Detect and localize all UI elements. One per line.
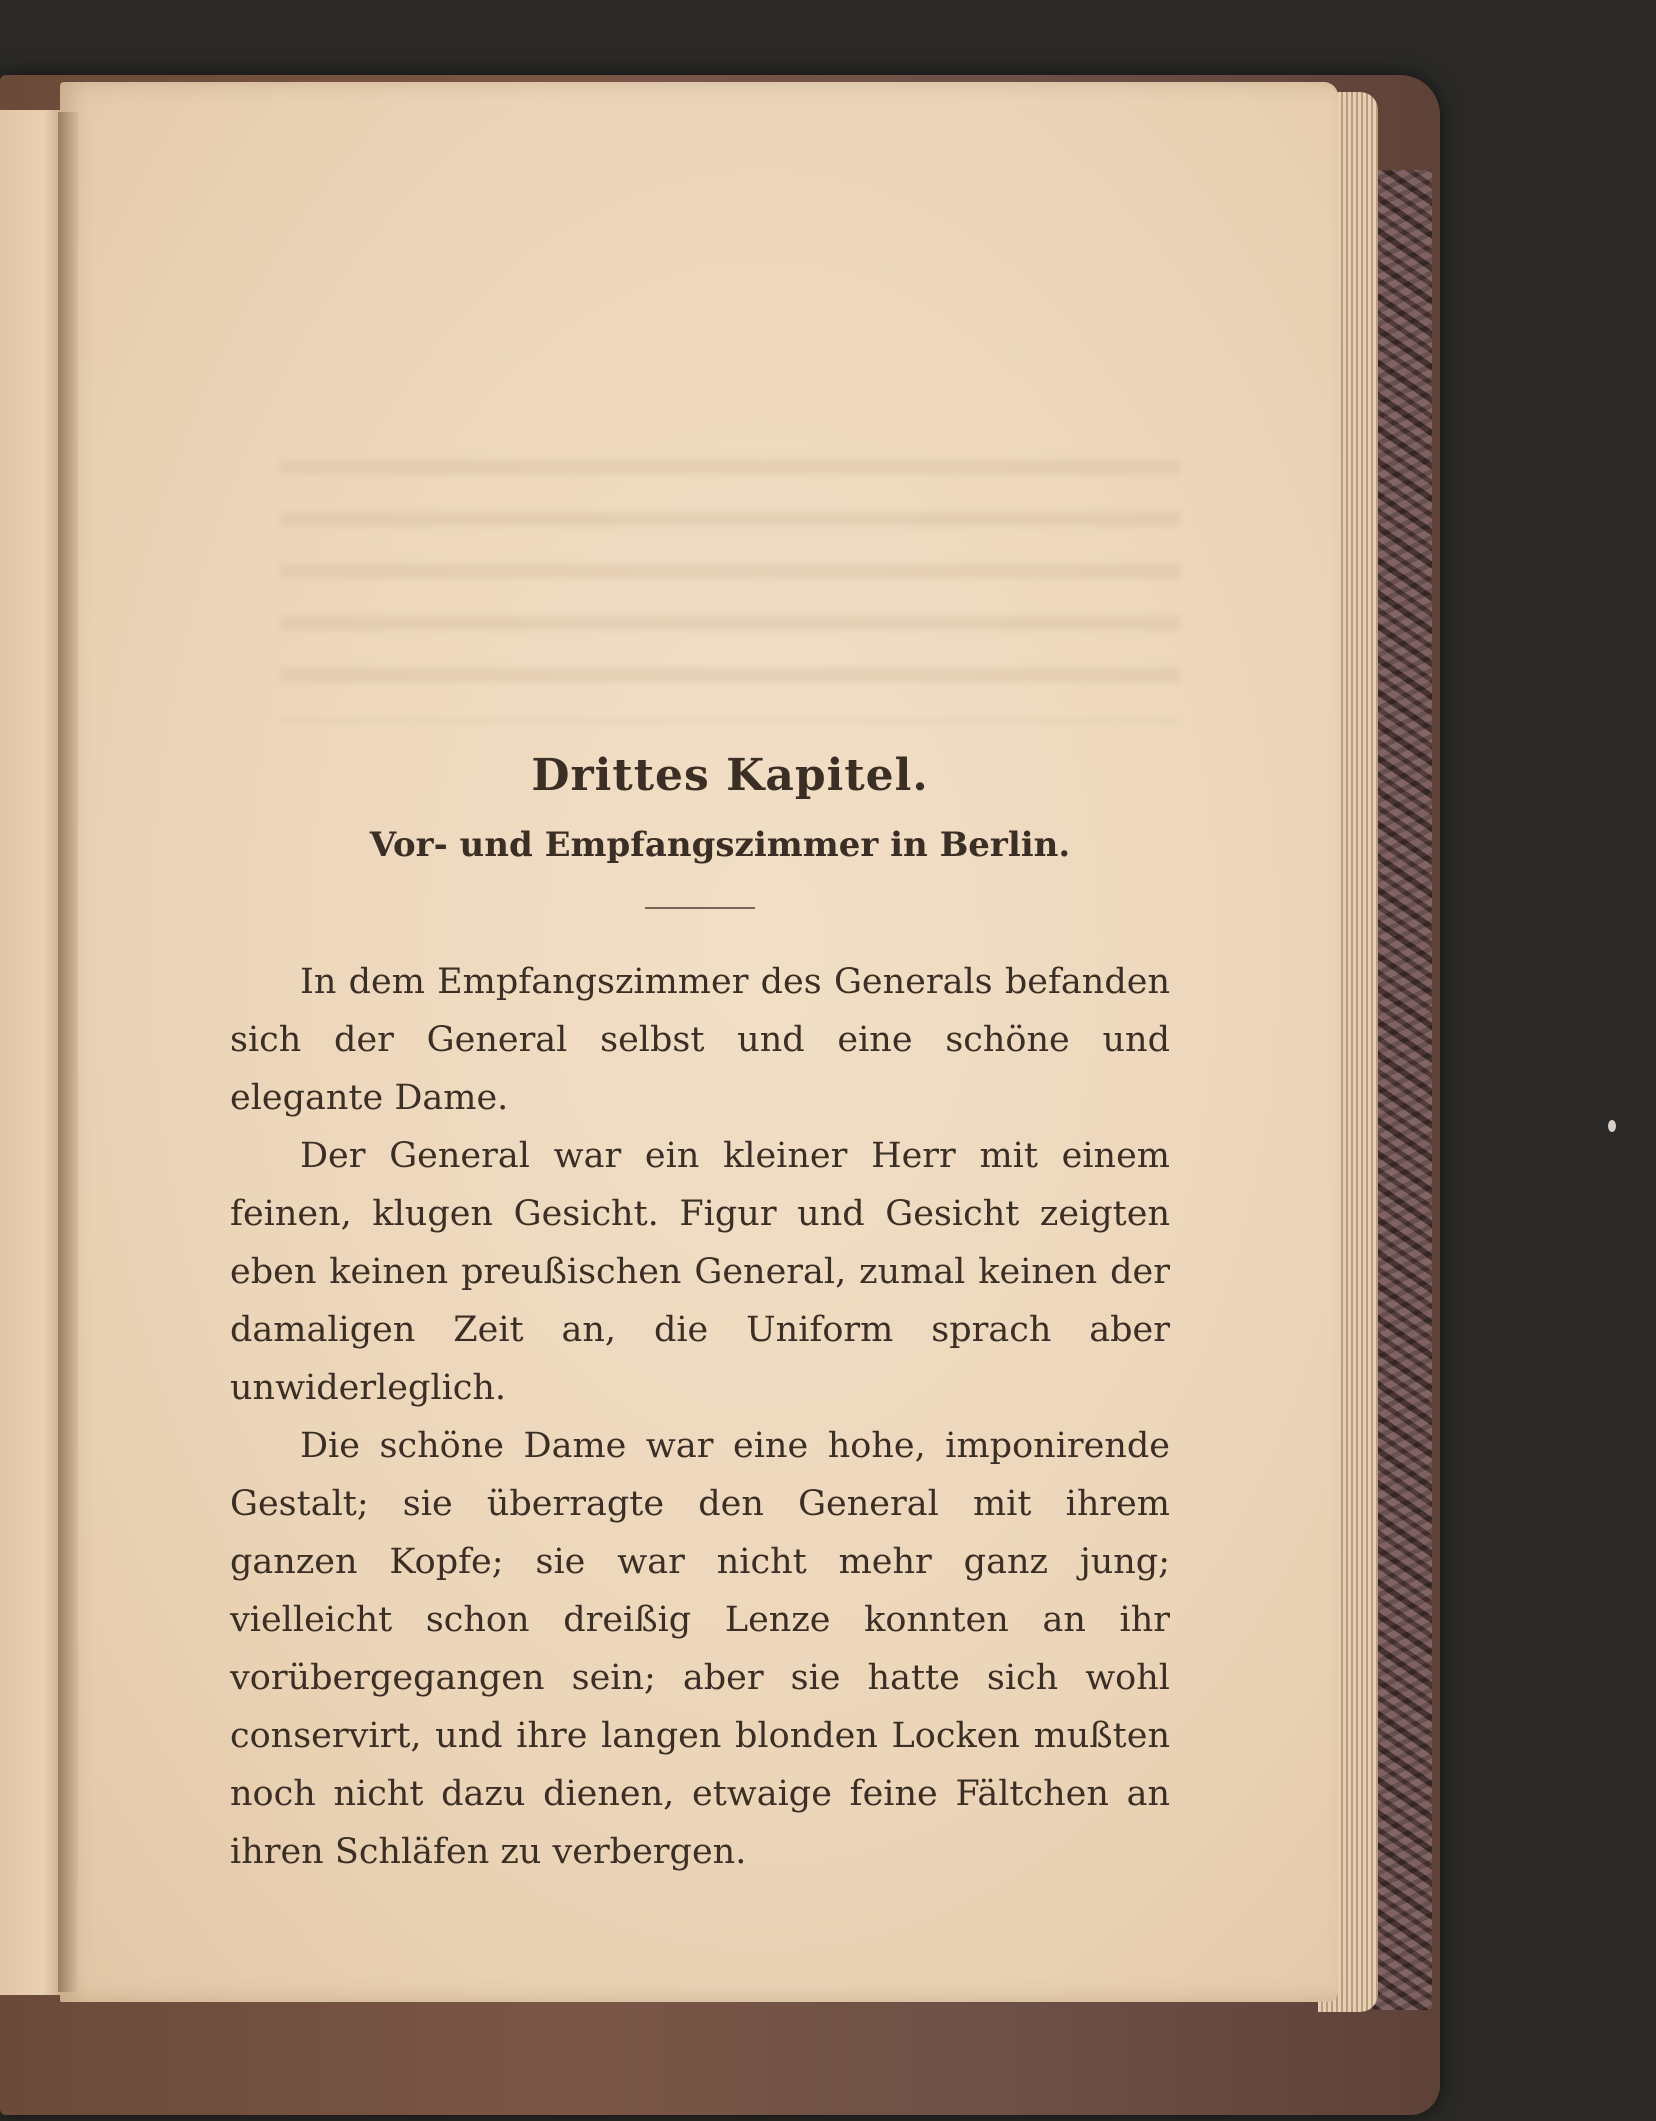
divider-rule <box>645 907 755 909</box>
book-gutter <box>58 112 78 1992</box>
show-through-text <box>280 422 1180 722</box>
chapter-title: Drittes Kapitel. <box>531 750 929 801</box>
page-content <box>230 750 1170 1881</box>
marbled-edge <box>1372 170 1432 2010</box>
background-speck <box>1608 1120 1616 1132</box>
paragraph: In dem Empfangszimmer des Generals befanden sich der General selbst und eine schöne und elegante Dame. <box>230 962 1170 1118</box>
left-page-sliver <box>0 110 64 1995</box>
paragraph: Der General war ein kleiner Herr mit einem feinen, klugen Gesicht. Figur und Gesicht zeigten eben keinen preußischen General, zumal keinen der damaligen Zeit an, die Uniform sprach aber unwiderleglich. <box>230 1136 1170 1408</box>
chapter-subtitle: Vor- und Empfangszimmer in Berlin. <box>369 825 1071 865</box>
paragraph: Die schöne Dame war eine hohe, imponirende Gestalt; sie überragte den General mit ihrem ganzen Kopfe; sie war nicht mehr ganz jung; vielleicht schon dreißig Lenze konnten an ihr vorübergegangen sein; aber sie hatte sich wohl conservirt, und ihre langen blonden Locken mußten noch nicht dazu dienen, etwaige feine Fältchen an ihren Schläfen zu verbergen. <box>230 1426 1170 1872</box>
